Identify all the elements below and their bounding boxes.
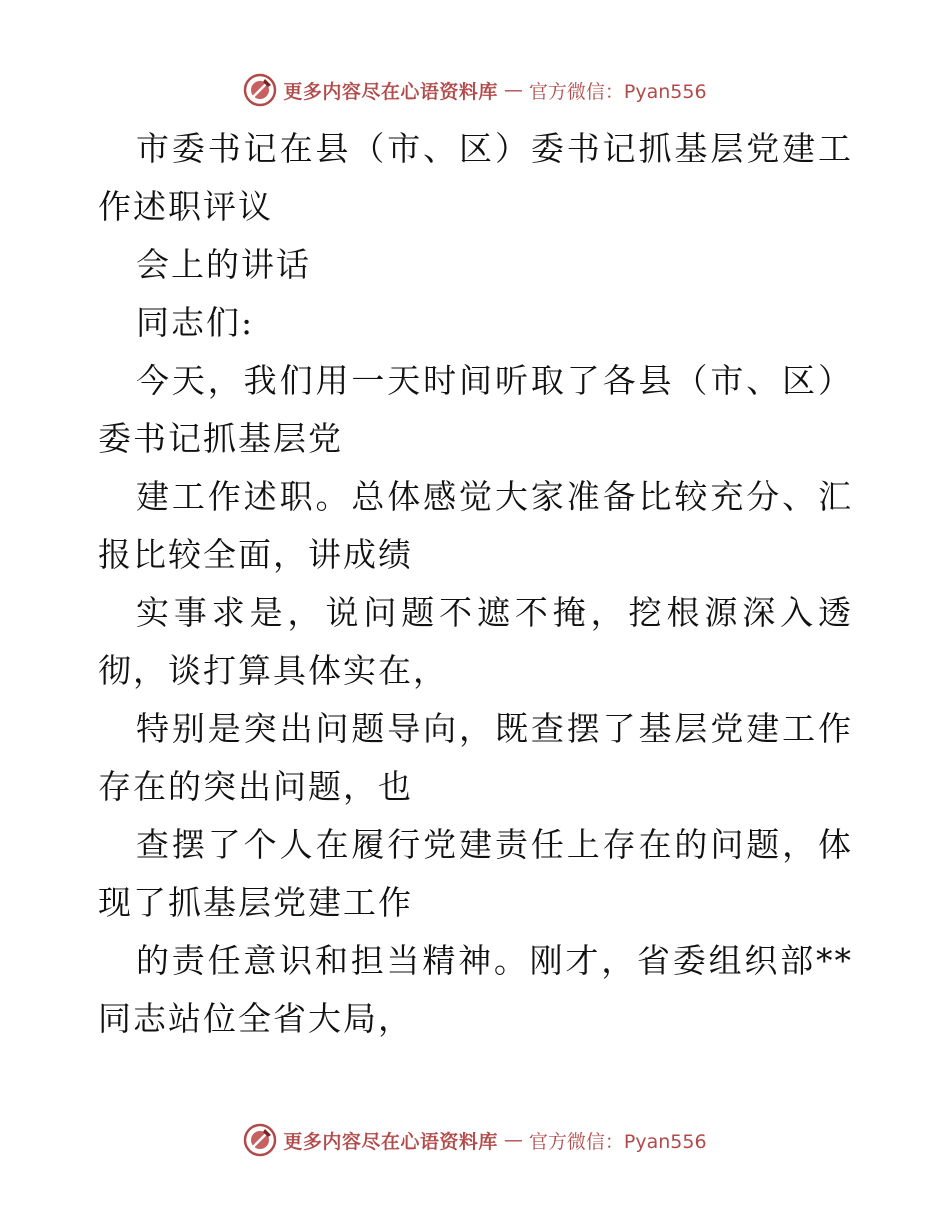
pen-logo-icon [243,1123,277,1157]
paragraph-subtitle: 会上的讲话 [136,245,311,284]
paragraph-salutation: 同志们: [136,303,255,342]
paragraph: 实事求是，说问题不遮不掩，挖根源深入透彻，谈打算具体实在， [98,593,853,690]
watermark-brand: 更多内容尽在心语资料库 [283,80,498,103]
watermark-brand: 更多内容尽在心语资料库 [283,1130,498,1153]
paragraph: 的责任意识和担当精神。刚才，省委组织部**同志站位全省大局， [98,941,853,1038]
paragraph-title: 市委书记在县（市、区）委书记抓基层党建工作述职评议 [98,129,853,226]
watermark-separator: — [503,1129,523,1151]
watermark-contact: 官方微信：Pyan556 [528,1130,707,1153]
paragraph: 特别是突出问题导向，既查摆了基层党建工作存在的突出问题，也 [98,709,853,806]
footer-watermark [0,1120,950,1160]
watermark-separator: — [503,79,523,101]
document-body [98,120,853,1048]
header-watermark [0,70,950,110]
paragraph: 今天，我们用一天时间听取了各县（市、区）委书记抓基层党 [98,361,853,458]
pen-logo-icon [243,73,277,107]
paragraph: 建工作述职。总体感觉大家准备比较充分、汇报比较全面，讲成绩 [98,477,853,574]
paragraph: 查摆了个人在履行党建责任上存在的问题，体现了抓基层党建工作 [98,825,853,922]
watermark-contact: 官方微信：Pyan556 [528,80,707,103]
